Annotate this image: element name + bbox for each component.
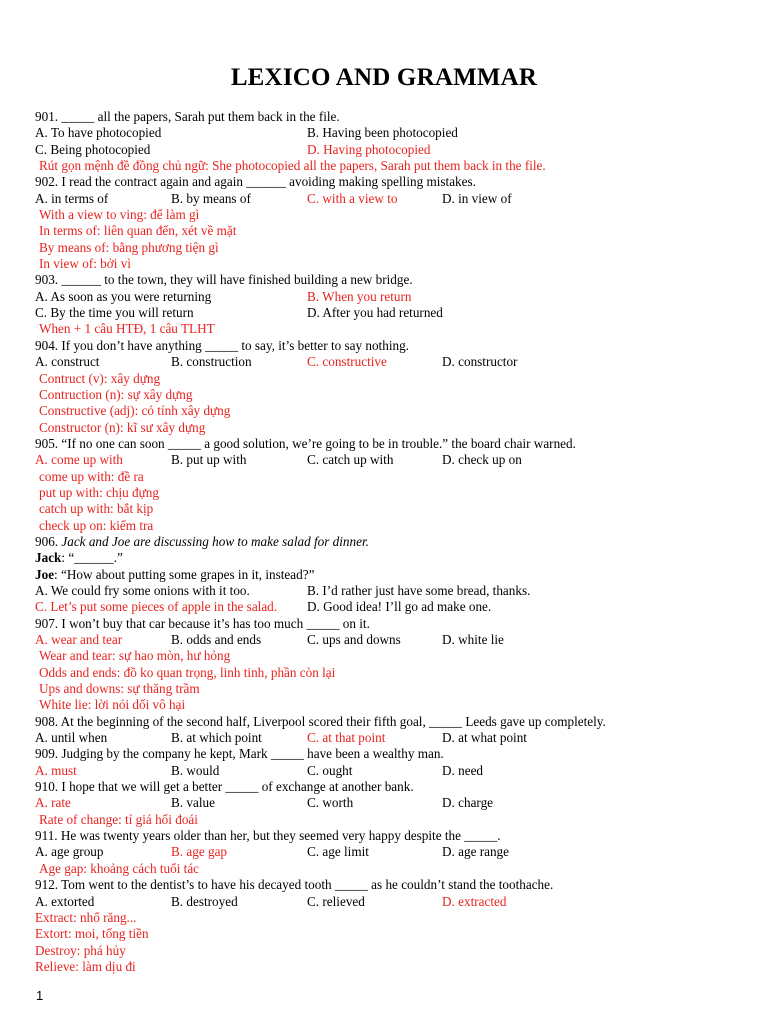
correct-answer-option: A. come up with xyxy=(35,452,123,468)
answer-option: B. destroyed xyxy=(171,893,238,909)
explanation-note: By means of: bằng phương tiện gì xyxy=(39,239,219,255)
exercise-content xyxy=(35,109,755,975)
page-title: LEXICO AND GRAMMAR xyxy=(230,64,538,91)
answer-option: A. in terms of xyxy=(35,190,109,206)
question-stem: 911. He was twenty years older than her, but they seemed very happy despite the _____. xyxy=(35,828,501,844)
answer-option: B. value xyxy=(171,795,215,811)
answer-option: B. Having been photocopied xyxy=(307,125,458,141)
answer-option: B. would xyxy=(171,762,220,778)
correct-answer-option: C. constructive xyxy=(307,354,387,370)
explanation-note: Extort: moi, tống tiền xyxy=(35,926,149,942)
answer-options-row xyxy=(35,305,755,321)
correct-answer-option: D. Having photocopied xyxy=(307,141,431,157)
dialog-text: : “______.” xyxy=(61,550,123,566)
dialog-text: : “How about putting some grapes in it, instead?” xyxy=(54,566,315,582)
explanation-note: Contruct (v): xây dựng xyxy=(39,370,161,386)
answer-option: D. charge xyxy=(442,795,494,811)
answer-option: C. ups and downs xyxy=(307,632,401,647)
question-stem: 903. ______ to the town, they will have finished building a new bridge. xyxy=(35,272,413,288)
answer-options-row xyxy=(35,795,755,811)
answer-options-row xyxy=(35,289,755,305)
answer-option: A. We could fry some onions with it too. xyxy=(35,582,250,598)
answer-option: B. by means of xyxy=(171,190,251,206)
answer-options-row xyxy=(35,599,755,615)
question-stem: 901. _____ all the papers, Sarah put them back in the file. xyxy=(35,109,340,124)
answer-option: C. worth xyxy=(307,795,354,811)
answer-option: C. relieved xyxy=(307,893,365,909)
answer-options-row xyxy=(35,894,755,910)
explanation-note: In terms of: liên quan đến, xét về mặt xyxy=(39,223,237,239)
correct-answer-option: B. age gap xyxy=(171,844,228,860)
dialog-line xyxy=(35,550,755,566)
question-stem xyxy=(35,534,755,550)
answer-option: C. age limit xyxy=(307,844,369,860)
speaker-name: Jack xyxy=(35,550,62,566)
explanation-note: In view of: bởi vì xyxy=(39,256,131,272)
question-stem: 908. At the beginning of the second half, Liverpool scored their fifth goal, _____ Leeds gave up completely. xyxy=(35,713,606,729)
answer-option: D. constructor xyxy=(442,354,518,370)
explanation-note: Rút gọn mệnh đề đồng chủ ngữ: She photocopied all the papers, Sarah put them back in the file. xyxy=(39,158,546,174)
question-stem: 910. I hope that we will get a better _____ of exchange at another bank. xyxy=(35,779,414,795)
explanation-note: Constructor (n): kĩ sư xây dựng xyxy=(39,419,206,435)
correct-answer-option: C. at that point xyxy=(307,730,386,746)
answer-option: A. As soon as you were returning xyxy=(35,288,212,304)
correct-answer-option: C. with a view to xyxy=(307,190,398,206)
answer-options-row xyxy=(35,632,755,648)
answer-options-row xyxy=(35,844,755,860)
answer-options-row xyxy=(35,452,755,468)
explanation-note: White lie: lời nói dối vô hại xyxy=(39,697,186,713)
answer-options-row xyxy=(35,142,755,158)
answer-options-row xyxy=(35,125,755,141)
answer-options-row xyxy=(35,763,755,779)
explanation-note: Age gap: khoảng cách tuổi tác xyxy=(39,860,200,876)
explanation-note: check up on: kiểm tra xyxy=(39,517,154,533)
question-stem: 907. I won’t buy that car because it’s has too much _____ on it. xyxy=(35,615,370,631)
answer-option: A. extorted xyxy=(35,893,95,909)
answer-option: B. construction xyxy=(171,354,252,370)
explanation-note: catch up with: bắt kịp xyxy=(39,501,154,517)
answer-options-row xyxy=(35,354,755,370)
explanation-note: Rate of change: tỉ giá hối đoái xyxy=(39,811,198,827)
answer-options-row xyxy=(35,191,755,207)
speaker-name: Joe xyxy=(35,566,55,582)
explanation-note: come up with: đề ra xyxy=(39,468,144,484)
correct-answer-option: A. wear and tear xyxy=(35,632,123,647)
question-number: 906. xyxy=(35,533,62,549)
answer-option: C. catch up with xyxy=(307,452,394,468)
answer-option: C. ought xyxy=(307,762,353,778)
answer-option: D. at what point xyxy=(442,730,527,746)
answer-option: C. By the time you will return xyxy=(35,305,194,321)
answer-option: D. check up on xyxy=(442,452,522,468)
question-stem: 904. If you don’t have anything _____ to say, it’s better to say nothing. xyxy=(35,337,409,353)
answer-option: A. age group xyxy=(35,844,104,860)
answer-option: D. white lie xyxy=(442,632,504,647)
answer-option: B. at which point xyxy=(171,730,262,746)
explanation-note: Destroy: phá hủy xyxy=(35,942,126,958)
correct-answer-option: B. When you return xyxy=(307,288,412,304)
answer-option: D. need xyxy=(442,762,484,778)
answer-option: C. Being photocopied xyxy=(35,141,151,157)
explanation-note: Odds and ends: đồ ko quan trọng, linh tinh, phần còn lại xyxy=(39,664,336,680)
answer-option: B. odds and ends xyxy=(171,632,262,647)
question-stem: 909. Judging by the company he kept, Mark _____ have been a wealthy man. xyxy=(35,746,444,762)
answer-options-row xyxy=(35,583,755,599)
question-stem: 902. I read the contract again and again ______ avoiding making spelling mistakes. xyxy=(35,174,476,190)
correct-answer-option: C. Let’s put some pieces of apple in the salad. xyxy=(35,599,278,615)
answer-option: B. I’d rather just have some bread, thanks. xyxy=(307,582,531,598)
question-context: Jack and Joe are discussing how to make salad for dinner. xyxy=(61,533,369,549)
answer-option: D. age range xyxy=(442,844,509,860)
answer-option: D. After you had returned xyxy=(307,305,443,321)
answer-option: B. put up with xyxy=(171,452,247,468)
explanation-note: Relieve: làm dịu đi xyxy=(35,958,136,974)
explanation-note: With a view to ving: để làm gì xyxy=(39,207,200,223)
explanation-note: put up with: chịu đựng xyxy=(39,484,159,500)
explanation-note: Wear and tear: sự hao mòn, hư hỏng xyxy=(39,648,231,664)
correct-answer-option: D. extracted xyxy=(442,893,507,909)
explanation-note: Constructive (adj): có tính xây dựng xyxy=(39,403,231,419)
answer-option: D. Good idea! I’ll go ad make one. xyxy=(307,599,492,615)
explanation-note: Extract: nhổ răng... xyxy=(35,909,137,925)
page-number: 1 xyxy=(36,988,44,1003)
answer-options-row xyxy=(35,730,755,746)
dialog-line xyxy=(35,567,755,583)
correct-answer-option: A. rate xyxy=(35,795,71,811)
answer-option: A. construct xyxy=(35,354,100,370)
answer-option: A. until when xyxy=(35,730,108,746)
answer-option: D. in view of xyxy=(442,190,512,206)
explanation-note: Contruction (n): sự xây dựng xyxy=(39,386,193,402)
explanation-note: Ups and downs: sự thăng trầm xyxy=(39,681,200,697)
answer-option: A. To have photocopied xyxy=(35,125,162,141)
question-stem: 905. “If no one can soon _____ a good solution, we’re going to be in trouble.” the board chair warned. xyxy=(35,435,576,451)
explanation-note: When + 1 câu HTĐ, 1 câu TLHT xyxy=(39,321,215,337)
question-stem: 912. Tom went to the dentist’s to have his decayed tooth _____ as he couldn’t stand the toothache. xyxy=(35,877,554,893)
correct-answer-option: A. must xyxy=(35,762,77,778)
